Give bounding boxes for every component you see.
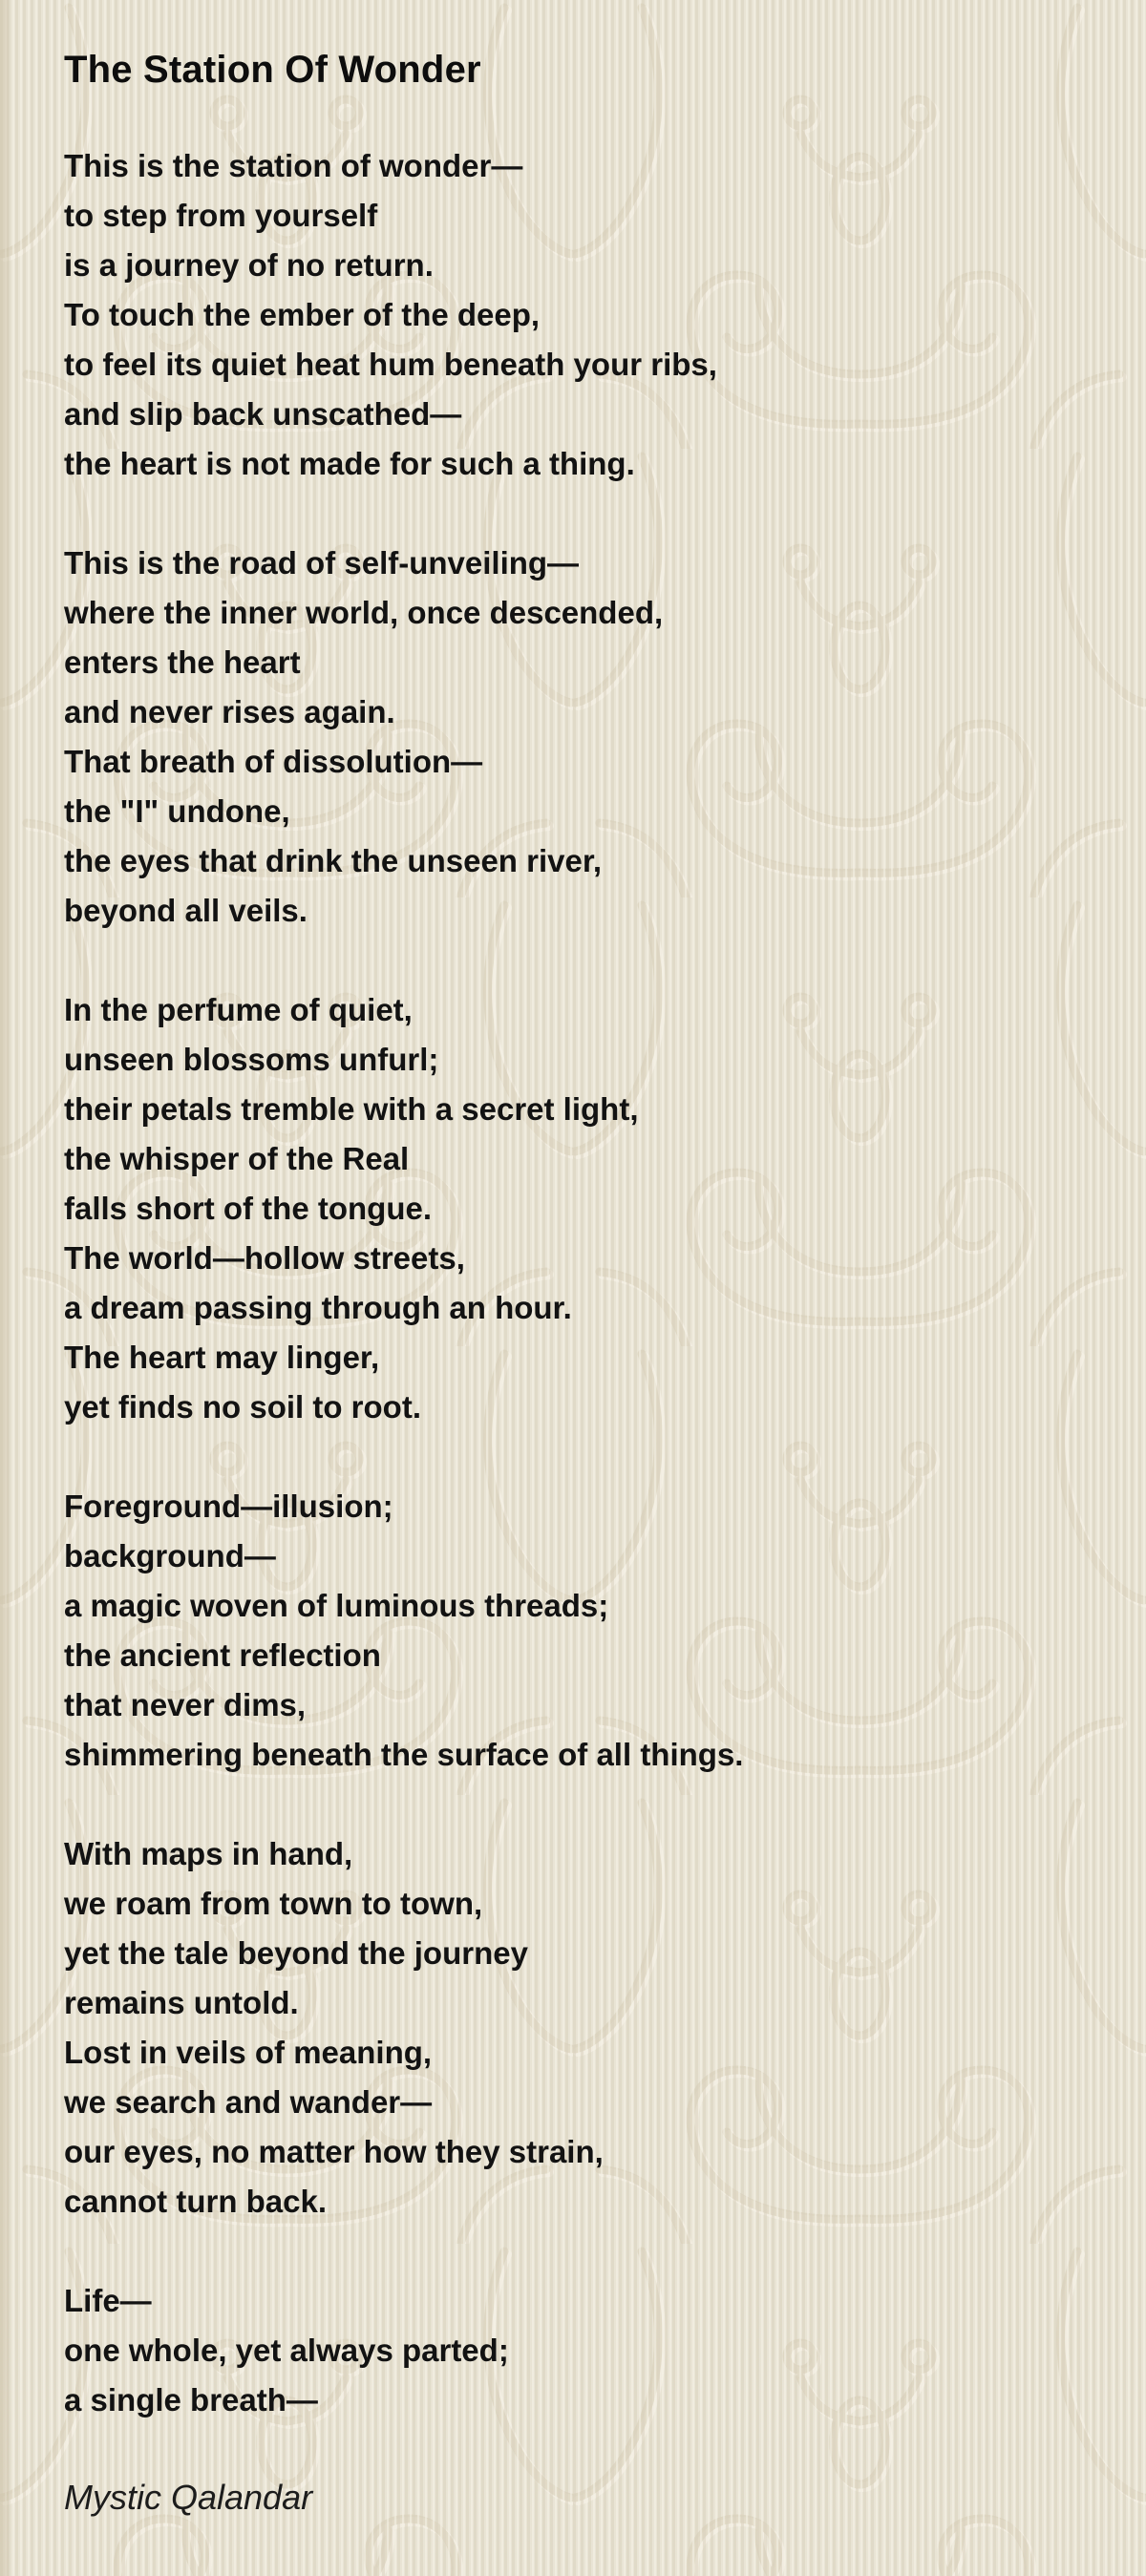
poem-line: to step from yourself [64, 198, 378, 233]
poem-line: beyond all veils. [64, 893, 308, 928]
poem-author-signature: Mystic Qalandar [64, 2478, 313, 2517]
poem-line: The world—hollow streets, [64, 1240, 465, 1276]
poem-line: the heart is not made for such a thing. [64, 446, 635, 481]
poem-line: one whole, yet always parted; [64, 2333, 509, 2368]
poem-line: a dream passing through an hour. [64, 1290, 572, 1325]
poem-line: a single breath— [64, 2382, 318, 2418]
poem-line: With maps in hand, [64, 1836, 353, 1871]
poem-stanza [64, 1482, 1108, 1780]
poem-line: we search and wander— [64, 2084, 433, 2120]
poem-stanza [64, 1829, 1108, 2227]
poem-line: The heart may linger, [64, 1340, 380, 1375]
poem-stanza [64, 538, 1108, 936]
poem-stanza [64, 141, 1108, 489]
poem-line: where the inner world, once descended, [64, 595, 664, 630]
poem-line: This is the road of self-unveiling— [64, 545, 580, 581]
poem-line: the eyes that drink the unseen river, [64, 843, 603, 878]
poem-line: shimmering beneath the surface of all things. [64, 1737, 744, 1772]
poem-line: enters the heart [64, 644, 301, 680]
poem-body [64, 141, 1108, 2425]
poem-line: their petals tremble with a secret light, [64, 1091, 639, 1127]
poem-stanza [64, 2276, 1108, 2425]
poem-line: remains untold. [64, 1985, 299, 2020]
poem-line: yet finds no soil to root. [64, 1389, 421, 1425]
poem-line: and slip back unscathed— [64, 396, 462, 432]
poem-line: Life— [64, 2283, 152, 2318]
poem-line: In the perfume of quiet, [64, 992, 413, 1027]
poem-line: unseen blossoms unfurl; [64, 1042, 439, 1077]
poem-line: the "I" undone, [64, 793, 290, 829]
poem-line: To touch the ember of the deep, [64, 297, 541, 332]
poem-line: Lost in veils of meaning, [64, 2035, 433, 2070]
poem-stanza [64, 985, 1108, 1432]
poem-line: and never rises again. [64, 694, 395, 729]
poem-line: our eyes, no matter how they strain, [64, 2134, 604, 2169]
poem-line: a magic woven of luminous threads; [64, 1588, 609, 1623]
poem-line: This is the station of wonder— [64, 148, 523, 183]
poem-line: falls short of the tongue. [64, 1191, 432, 1226]
poem-line: we roam from town to town, [64, 1886, 483, 1921]
poem-line: background— [64, 1538, 276, 1573]
poem-line: is a journey of no return. [64, 247, 434, 283]
poem-line: the whisper of the Real [64, 1141, 410, 1176]
poem-line: to feel its quiet heat hum beneath your ribs, [64, 347, 717, 382]
poem-line: That breath of dissolution— [64, 744, 483, 779]
poem-line: yet the tale beyond the journey [64, 1935, 528, 1971]
poem-line: Foreground—illusion; [64, 1489, 393, 1524]
poem-line: that never dims, [64, 1687, 307, 1722]
poem-title: The Station Of Wonder [64, 49, 481, 91]
poem-line: cannot turn back. [64, 2184, 328, 2219]
poem-line: the ancient reflection [64, 1637, 381, 1673]
